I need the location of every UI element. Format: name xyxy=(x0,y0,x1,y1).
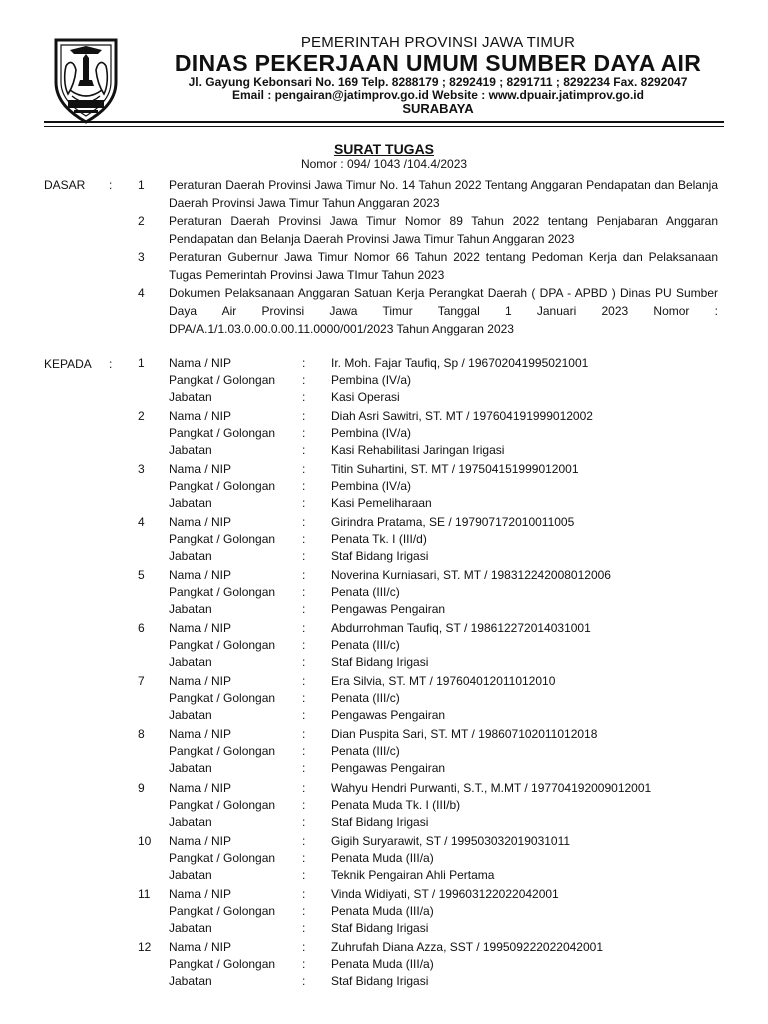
position-label: Jabatan xyxy=(169,549,212,563)
position-colon: : xyxy=(302,761,306,775)
name-nip-label: Nama / NIP xyxy=(169,781,232,795)
name-nip-label: Nama / NIP xyxy=(169,356,232,370)
recipient-rank: Pembina (IV/a) xyxy=(331,426,412,440)
recipient-name-nip: Diah Asri Sawitri, ST. MT / 197604191999012002 xyxy=(331,409,593,423)
dasar-item-text: Peraturan Daerah Provinsi Jawa Timur Nomor 89 Tahun 2022 tentang Penjabaran Anggaran Pendapatan dan Belanja Daerah Provinsi Jawa Timur Tahun Anggaran 2023 xyxy=(169,214,718,246)
recipient-number: 5 xyxy=(138,568,145,582)
rank-colon: : xyxy=(302,479,306,493)
name-nip-label: Nama / NIP xyxy=(169,887,232,901)
rank-label: Pangkat / Golongan xyxy=(169,638,276,652)
rank-colon: : xyxy=(302,426,306,440)
recipient-position: Staf Bidang Irigasi xyxy=(331,549,429,563)
name-nip-label: Nama / NIP xyxy=(169,940,232,954)
recipient-name-nip: Era Silvia, ST. MT / 197604012011012010 xyxy=(331,674,556,688)
recipient-entry xyxy=(138,567,718,621)
dasar-item-number: 3 xyxy=(138,250,145,264)
name-nip-label: Nama / NIP xyxy=(169,568,232,582)
name-nip-label: Nama / NIP xyxy=(169,621,232,635)
recipient-number: 3 xyxy=(138,462,145,476)
recipient-position: Pengawas Pengairan xyxy=(331,602,446,616)
recipient-rank: Pembina (IV/a) xyxy=(331,373,412,387)
recipient-position: Staf Bidang Irigasi xyxy=(331,815,429,829)
name-nip-label: Nama / NIP xyxy=(169,674,232,688)
recipient-entry xyxy=(138,726,718,780)
position-colon: : xyxy=(302,655,306,669)
recipient-entry xyxy=(138,461,718,515)
recipient-number: 8 xyxy=(138,727,145,741)
recipient-rank: Penata Muda (III/a) xyxy=(331,851,434,865)
recipient-rank: Penata (III/c) xyxy=(331,585,400,599)
rank-colon: : xyxy=(302,373,306,387)
recipient-number: 7 xyxy=(138,674,145,688)
recipient-number: 6 xyxy=(138,621,145,635)
rank-colon: : xyxy=(302,851,306,865)
recipient-position: Kasi Rehabilitasi Jaringan Irigasi xyxy=(331,443,505,457)
recipient-rank: Penata Tk. I (III/d) xyxy=(331,532,427,546)
name-nip-colon: : xyxy=(302,834,306,848)
name-nip-colon: : xyxy=(302,781,306,795)
position-colon: : xyxy=(302,390,306,404)
name-nip-label: Nama / NIP xyxy=(169,515,232,529)
recipient-name-nip: Ir. Moh. Fajar Taufiq, Sp / 196702041995021001 xyxy=(331,356,589,370)
recipient-position: Kasi Pemeliharaan xyxy=(331,496,432,510)
rank-colon: : xyxy=(302,691,306,705)
recipient-entry xyxy=(138,780,718,834)
recipient-position: Kasi Operasi xyxy=(331,390,400,404)
rank-colon: : xyxy=(302,798,306,812)
recipient-entry xyxy=(138,620,718,674)
position-colon: : xyxy=(302,708,306,722)
rank-label: Pangkat / Golongan xyxy=(169,904,276,918)
document-title-text: SURAT TUGAS xyxy=(333,141,435,157)
position-label: Jabatan xyxy=(169,390,212,404)
position-label: Jabatan xyxy=(169,443,212,457)
position-colon: : xyxy=(302,549,306,563)
recipient-number: 1 xyxy=(138,356,145,370)
recipient-entry xyxy=(138,886,718,940)
recipient-name-nip: Noverina Kurniasari, ST. MT / 198312242008012006 xyxy=(331,568,611,582)
position-colon: : xyxy=(302,815,306,829)
name-nip-label: Nama / NIP xyxy=(169,462,232,476)
name-nip-colon: : xyxy=(302,621,306,635)
rank-colon: : xyxy=(302,957,306,971)
dasar-item-text: Dokumen Pelaksanaan Anggaran Satuan Kerja Perangkat Daerah ( DPA - APBD ) Dinas PU Sumber Daya Air Provinsi Jawa Timur Tanggal 1 Januari 2023 Nomor : DPA/A.1/1.03.0.00.0.00.11.0000/001/2023 Tahun Anggaran 2023 xyxy=(169,286,718,336)
recipient-rank: Penata (III/c) xyxy=(331,638,400,652)
rank-colon: : xyxy=(302,904,306,918)
position-label: Jabatan xyxy=(169,602,212,616)
recipient-name-nip: Girindra Pratama, SE / 197907172010011005 xyxy=(331,515,575,529)
position-label: Jabatan xyxy=(169,496,212,510)
agency-contact: Email : pengairan@jatimprov.go.id Website : www.dpuair.jatimprov.go.id xyxy=(232,88,644,102)
name-nip-colon: : xyxy=(302,462,306,476)
recipient-entry xyxy=(138,355,718,409)
dasar-item-number: 1 xyxy=(138,178,145,192)
document-title xyxy=(0,141,768,157)
rank-label: Pangkat / Golongan xyxy=(169,585,276,599)
position-colon: : xyxy=(302,443,306,457)
government-name: PEMERINTAH PROVINSI JAWA TIMUR xyxy=(300,34,576,51)
name-nip-colon: : xyxy=(302,940,306,954)
rank-label: Pangkat / Golongan xyxy=(169,373,276,387)
rank-colon: : xyxy=(302,585,306,599)
rank-colon: : xyxy=(302,638,306,652)
recipient-position: Staf Bidang Irigasi xyxy=(331,974,429,988)
name-nip-label: Nama / NIP xyxy=(169,834,232,848)
rank-label: Pangkat / Golongan xyxy=(169,744,276,758)
position-colon: : xyxy=(302,602,306,616)
recipient-rank: Penata Muda (III/a) xyxy=(331,904,434,918)
recipient-rank: Pembina (IV/a) xyxy=(331,479,412,493)
recipient-entry xyxy=(138,673,718,727)
recipient-rank: Penata (III/c) xyxy=(331,744,400,758)
agency-city: SURABAYA xyxy=(402,101,474,116)
recipient-entry xyxy=(138,833,718,887)
document-number: Nomor : 094/ 1043 /104.4/2023 xyxy=(300,157,468,171)
position-label: Jabatan xyxy=(169,761,212,775)
name-nip-colon: : xyxy=(302,356,306,370)
recipient-number: 4 xyxy=(138,515,145,529)
recipient-position: Pengawas Pengairan xyxy=(331,761,446,775)
recipient-name-nip: Abdurrohman Taufiq, ST / 198612272014031001 xyxy=(331,621,591,635)
recipient-name-nip: Wahyu Hendri Purwanti, S.T., M.MT / 197704192009012001 xyxy=(331,781,652,795)
recipient-number: 12 xyxy=(138,940,152,954)
position-label: Jabatan xyxy=(169,655,212,669)
rank-label: Pangkat / Golongan xyxy=(169,957,276,971)
dasar-item-number: 4 xyxy=(138,286,145,300)
recipient-name-nip: Vinda Widiyati, ST / 199603122022042001 xyxy=(331,887,559,901)
dasar-colon: : xyxy=(109,178,113,192)
dasar-item-number: 2 xyxy=(138,214,145,228)
name-nip-colon: : xyxy=(302,674,306,688)
rank-label: Pangkat / Golongan xyxy=(169,479,276,493)
recipient-name-nip: Gigih Suryarawit, ST / 199503032019031011 xyxy=(331,834,571,848)
recipient-rank: Penata Muda Tk. I (III/b) xyxy=(331,798,461,812)
recipient-entry xyxy=(138,939,718,993)
rank-label: Pangkat / Golongan xyxy=(169,691,276,705)
recipient-rank: Penata Muda (III/a) xyxy=(331,957,434,971)
dasar-item-text: Peraturan Daerah Provinsi Jawa Timur No. 14 Tahun 2022 Tentang Anggaran Pendapatan dan Belanja Daerah Provinsi Jawa Timur Tahun Anggaran 2023 xyxy=(169,178,718,210)
recipient-position: Staf Bidang Irigasi xyxy=(331,921,429,935)
recipient-name-nip: Titin Suhartini, ST. MT / 197504151999012001 xyxy=(331,462,579,476)
recipient-number: 9 xyxy=(138,781,145,795)
name-nip-colon: : xyxy=(302,887,306,901)
dasar-item-text: Peraturan Gubernur Jawa Timur Nomor 66 Tahun 2022 tentang Pedoman Kerja dan Pelaksanaan Tugas Pemerintah Provinsi Jawa TImur Tahun 2023 xyxy=(169,250,718,282)
name-nip-colon: : xyxy=(302,515,306,529)
position-label: Jabatan xyxy=(169,708,212,722)
east-java-coat-of-arms-icon xyxy=(50,36,122,124)
rank-colon: : xyxy=(302,744,306,758)
recipient-name-nip: Zuhrufah Diana Azza, SST / 199509222022042001 xyxy=(331,940,603,954)
letterhead-rule-thin xyxy=(44,126,724,127)
rank-label: Pangkat / Golongan xyxy=(169,426,276,440)
agency-name: DINAS PEKERJAAN UMUM SUMBER DAYA AIR xyxy=(174,50,702,76)
recipient-name-nip: Dian Puspita Sari, ST. MT / 198607102011012018 xyxy=(331,727,598,741)
position-label: Jabatan xyxy=(169,921,212,935)
position-label: Jabatan xyxy=(169,815,212,829)
name-nip-colon: : xyxy=(302,727,306,741)
rank-colon: : xyxy=(302,532,306,546)
recipient-entry xyxy=(138,514,718,568)
name-nip-label: Nama / NIP xyxy=(169,409,232,423)
recipient-number: 2 xyxy=(138,409,145,423)
name-nip-colon: : xyxy=(302,409,306,423)
recipient-number: 10 xyxy=(138,834,152,848)
recipient-position: Staf Bidang Irigasi xyxy=(331,655,429,669)
kepada-colon: : xyxy=(109,357,113,371)
position-colon: : xyxy=(302,921,306,935)
rank-label: Pangkat / Golongan xyxy=(169,851,276,865)
name-nip-colon: : xyxy=(302,568,306,582)
recipient-entry xyxy=(138,408,718,462)
agency-address: Jl. Gayung Kebonsari No. 169 Telp. 8288179 ; 8292419 ; 8291711 ; 8292234 Fax. 8292047 xyxy=(188,75,688,89)
rank-label: Pangkat / Golongan xyxy=(169,532,276,546)
recipient-position: Teknik Pengairan Ahli Pertama xyxy=(331,868,495,882)
name-nip-label: Nama / NIP xyxy=(169,727,232,741)
position-label: Jabatan xyxy=(169,868,212,882)
kepada-label: KEPADA xyxy=(44,357,92,371)
recipient-number: 11 xyxy=(138,887,151,901)
recipient-rank: Penata (III/c) xyxy=(331,691,400,705)
rank-label: Pangkat / Golongan xyxy=(169,798,276,812)
position-colon: : xyxy=(302,868,306,882)
letterhead-rule-thick xyxy=(44,121,724,123)
recipient-position: Pengawas Pengairan xyxy=(331,708,446,722)
position-colon: : xyxy=(302,496,306,510)
position-colon: : xyxy=(302,974,306,988)
position-label: Jabatan xyxy=(169,974,212,988)
dasar-label: DASAR xyxy=(44,178,86,192)
